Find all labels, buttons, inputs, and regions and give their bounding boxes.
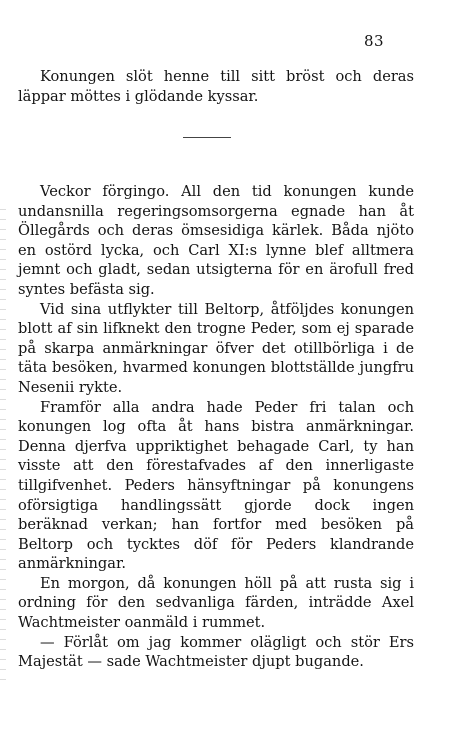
paragraph: En morgon, då konungen höll på att rusta sig i ordning för den sedvanliga färden, inträdde Axel Wachtmeister oanmäld i rummet. [18, 574, 414, 632]
paragraph: Vid sina utflykter till Beltorp, åtföljdes konungen blott af sin lifknekt den trogne Peder, som ej sparade på skarpa anmärkningar öfver det otillbörliga i de täta besöken, hvarmed konungen blottställde jungfru Nesenii rykte. [18, 300, 414, 396]
scan-margin-noise [0, 200, 6, 680]
paragraph: Veckor förgingo. All den tid konungen kunde undansnilla regeringsomsorgerna egnade han åt Öllegårds och deras ömsesidiga kärlek. Båda njöto en ostörd lycka, och Carl XI:s lynne blef alltmera jemnt och gladt, sedan utsigterna för en ärofull fred syntes befästa sig. [18, 183, 414, 298]
opening-text-block [18, 67, 414, 106]
paragraph: Framför alla andra hade Peder fri talan och konungen log ofta åt hans bistra anmärkningar. Denna djerfva uppriktighet behagade Carl, ty han visste att den förestafvades af den innerligaste tillgifvenhet. Peders hänsyftningar på konungens oförsigtiga handlingssätt gjorde dock ingen beräknad verkan; han fortfor med besöken på Beltorp och tycktes döf för Peders klandrande anmärkningar. [18, 398, 414, 573]
section-divider [183, 137, 231, 138]
paragraph: — Förlåt om jag kommer olägligt och stör Ers Majestät — sade Wachtmeister djupt bugande. [18, 633, 414, 671]
paragraph: Konungen slöt henne till sitt bröst och deras läppar möttes i glödande kyssar. [18, 68, 414, 105]
body-text-block [18, 182, 414, 672]
page-number: 83 [364, 32, 385, 50]
